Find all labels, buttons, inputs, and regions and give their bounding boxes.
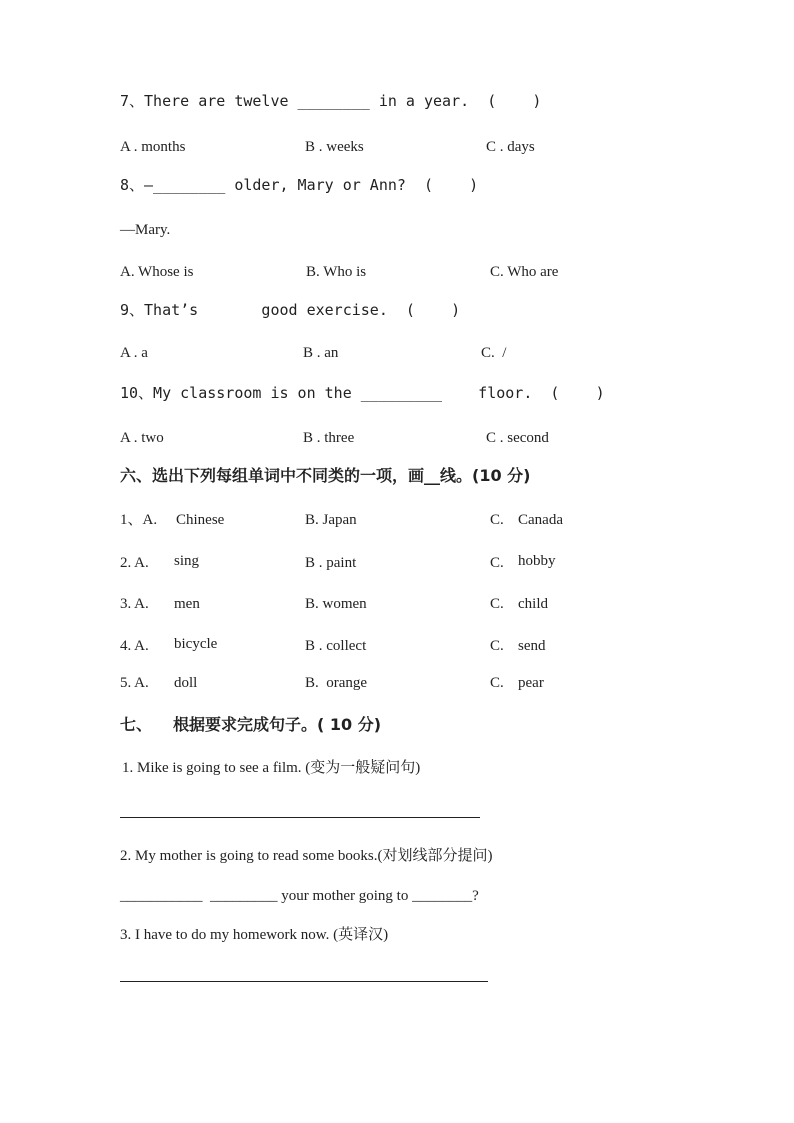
q10-option-c: C . second <box>486 430 549 446</box>
q7-option-b: B . weeks <box>305 139 364 155</box>
sentence-2-answer-template[interactable]: ___________ _________ your mother going to ________? <box>120 888 479 904</box>
answer-line-1[interactable] <box>120 817 480 818</box>
q10-option-a: A . two <box>120 430 164 446</box>
option-b-word: B. orange <box>305 675 368 691</box>
option-b-word: B . paint <box>305 555 357 571</box>
option-b-word: B. Japan <box>305 512 357 528</box>
option-c-word: Canada <box>518 512 563 528</box>
option-c-word: send <box>518 638 546 654</box>
option-a-word: sing <box>174 553 200 569</box>
option-c-letter: C. <box>490 596 504 612</box>
option-a-word: men <box>174 596 200 612</box>
q8-option-b: B. Who is <box>306 264 367 280</box>
q7-option-c: C . days <box>486 139 535 155</box>
row-number: 5. A. <box>120 675 149 691</box>
option-a-word: doll <box>174 675 198 691</box>
sentence-1-prompt: 1. Mike is going to see a film. (变为一般疑问句) <box>122 760 421 776</box>
option-b-word: B . collect <box>305 638 367 654</box>
q7-stem: 7、There are twelve ________ in a year. ( ) <box>120 92 542 110</box>
q7-option-a: A . months <box>120 139 186 155</box>
answer-line-3[interactable] <box>120 981 488 982</box>
option-c-word: hobby <box>518 553 556 569</box>
option-c-letter: C. <box>490 638 504 654</box>
option-c-letter: C. <box>490 555 504 571</box>
q8-option-a: A. Whose is <box>120 264 194 280</box>
q10-option-b: B . three <box>303 430 355 446</box>
row-number: 1、A. <box>120 512 158 528</box>
row-number: 4. A. <box>120 638 149 654</box>
option-c-word: pear <box>518 675 544 691</box>
q9-option-a: A . a <box>120 345 148 361</box>
row-number: 2. A. <box>120 555 149 571</box>
option-c-word: child <box>518 596 548 612</box>
q8-stem: 8、—________ older, Mary or Ann? ( ) <box>120 176 479 194</box>
q8-reply: —Mary. <box>120 222 171 238</box>
row-number: 3. A. <box>120 596 149 612</box>
section7-heading-number: 七、 <box>120 715 153 734</box>
q9-option-b: B . an <box>303 345 339 361</box>
sentence-3-prompt: 3. I have to do my homework now. (英译汉) <box>120 927 389 943</box>
sentence-2-prompt: 2. My mother is going to read some books.(对划线部分提问) <box>120 848 493 864</box>
option-b-word: B. women <box>305 596 367 612</box>
option-c-letter: C. <box>490 675 504 691</box>
q8-option-c: C. Who are <box>490 264 559 280</box>
option-c-letter: C. <box>490 512 504 528</box>
q9-option-c: C. / <box>481 345 507 361</box>
option-a-word: Chinese <box>176 512 225 528</box>
option-a-word: bicycle <box>174 636 218 652</box>
section7-heading-text: 根据要求完成句子。( 10 分) <box>173 715 382 734</box>
q9-stem: 9、That’s good exercise. ( ) <box>120 301 461 319</box>
section6-heading: 六、选出下列每组单词中不同类的一项，画__线。(10 分) <box>120 466 531 485</box>
q10-stem: 10、My classroom is on the _________ floor. ( ) <box>120 384 605 402</box>
